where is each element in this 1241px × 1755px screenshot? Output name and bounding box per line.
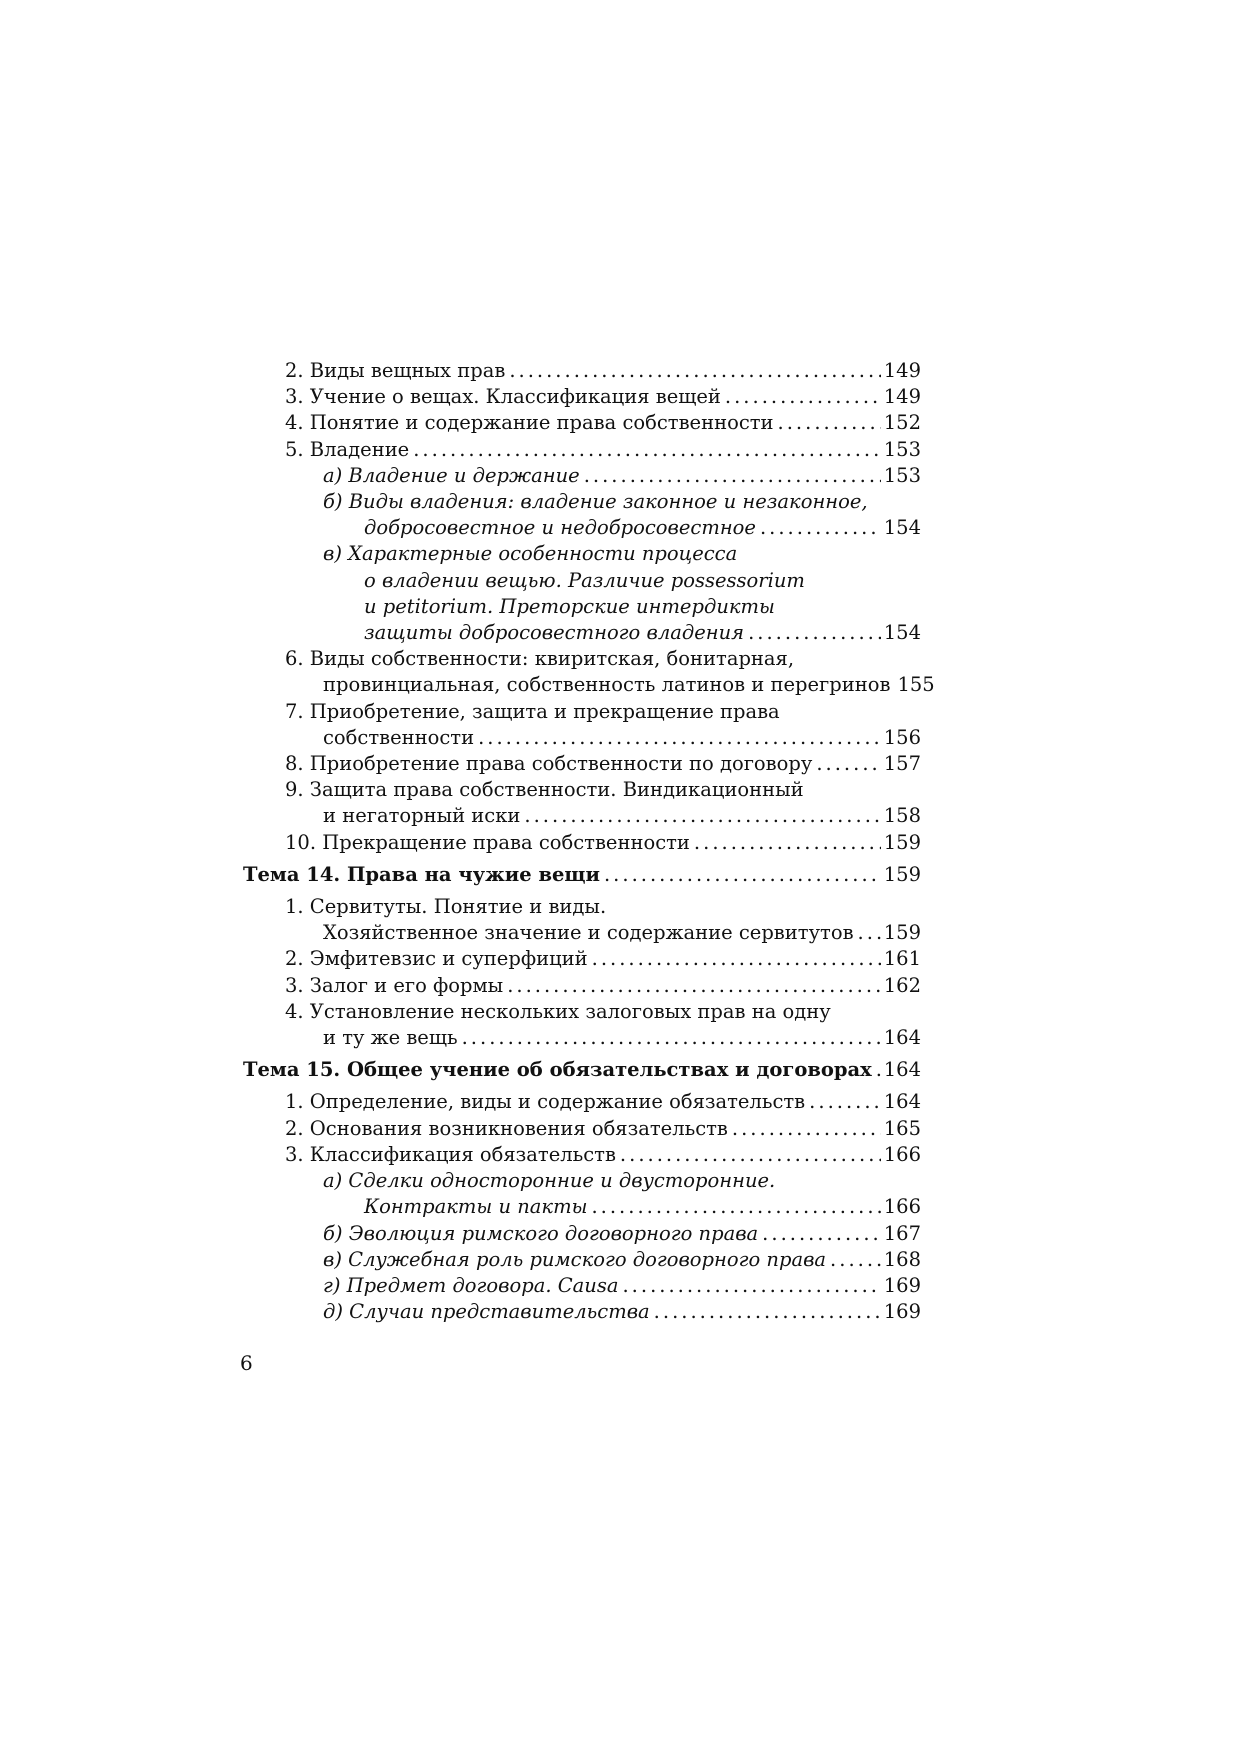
dot-leader (584, 463, 881, 489)
toc-entry (243, 830, 921, 856)
dot-leader (478, 725, 881, 751)
toc-entry (243, 946, 921, 972)
toc-entry (243, 894, 921, 946)
toc-entry (243, 646, 935, 698)
toc-entry-line (323, 1299, 921, 1325)
toc-entry-title: Хозяйственное значение и содержание сервитутов (323, 921, 854, 945)
toc-entry-title: 6. Виды собственности: квиритская, бонитарная, (285, 647, 795, 671)
toc-entry-title: 8. Приобретение права собственности по договору (285, 752, 813, 776)
toc-entry-line (285, 1025, 921, 1051)
toc-entry-title: в) Характерные особенности процесса (323, 542, 738, 566)
toc-entry (243, 541, 921, 646)
toc-entry-line (243, 862, 921, 888)
dot-leader (809, 1089, 881, 1115)
toc-entry (243, 1221, 921, 1247)
toc-page-number: 152 (883, 411, 921, 435)
toc-entry-title: и ту же вещь (323, 1026, 458, 1050)
toc-entry-title: защиты добросовестного владения (364, 621, 745, 645)
toc-entry-title: 1. Сервитуты. Понятие и виды. (285, 895, 607, 919)
toc-entry-line (323, 1168, 921, 1194)
toc-entry-line (285, 699, 921, 725)
toc-entry (243, 1168, 921, 1220)
toc-entry-title: 5. Владение (285, 437, 410, 461)
toc-page-number: 156 (883, 725, 921, 749)
dot-leader (858, 920, 881, 946)
toc-entry-title: 1. Определение, виды и содержание обязательств (285, 1090, 806, 1114)
toc-entry-line (285, 973, 921, 999)
toc-entry-title: добросовестное и недобросовестное (364, 516, 756, 540)
toc-page-number: 153 (883, 463, 921, 487)
toc-entry-title: 3. Классификация обязательств (285, 1142, 616, 1166)
toc-entry (243, 1299, 921, 1325)
toc-entry (243, 384, 921, 410)
toc-entry-line (285, 410, 921, 436)
dot-leader (509, 358, 880, 384)
dot-leader (620, 1142, 881, 1168)
toc-entry-line (285, 437, 921, 463)
toc-entry (243, 437, 921, 463)
toc-entry (243, 463, 921, 489)
dot-leader (694, 830, 881, 856)
toc-entry (243, 1247, 921, 1273)
toc-entry-title: собственности (323, 725, 475, 749)
toc-page-number: 169 (883, 1300, 921, 1324)
toc-page-number: 149 (883, 359, 921, 382)
toc-entry-title: 3. Учение о вещах. Классификация вещей (285, 385, 721, 409)
toc-page-number: 154 (883, 621, 921, 645)
dot-leader (778, 410, 881, 436)
toc-page-number: 169 (883, 1273, 921, 1297)
toc-entry-title: 2. Виды вещных прав (285, 359, 506, 382)
toc-page-number: 157 (883, 752, 921, 776)
toc-page-number: 165 (883, 1116, 921, 1140)
toc-entry-title: 4. Установление нескольких залоговых прав на одну (285, 999, 831, 1023)
toc-page-number: 158 (883, 804, 921, 828)
dot-leader (591, 1194, 880, 1220)
toc-entry-line (285, 751, 921, 777)
toc-entry-line (323, 1221, 921, 1247)
toc-entry-title: 2. Эмфитевзис и суперфиций (285, 947, 588, 971)
toc-entry-title: б) Виды владения: владение законное и незаконное, (323, 490, 868, 514)
toc-entry-line (243, 1057, 921, 1083)
toc-topic-entry (243, 1057, 921, 1083)
toc-entry (243, 999, 921, 1051)
toc-page-number: 167 (883, 1221, 921, 1245)
dot-leader (524, 803, 880, 829)
toc-entry (243, 1273, 921, 1299)
toc-entry-line (285, 920, 921, 946)
toc-entry-line (323, 463, 921, 489)
toc-topic-entry (243, 862, 921, 888)
dot-leader (462, 1025, 881, 1051)
toc-entry-line (323, 568, 921, 594)
toc-page-number: 164 (883, 1058, 921, 1082)
toc-entry-title: и негаторный иски (323, 804, 521, 828)
toc-entry-title: 3. Залог и его формы (285, 973, 504, 997)
toc-entry-line (285, 1142, 921, 1168)
toc-entry-line (285, 672, 935, 698)
toc-entry (243, 777, 921, 829)
toc-entry-title: и petitorium. Преторские интердикты (364, 594, 775, 618)
toc-entry-line (323, 1273, 921, 1299)
toc-entry-line (323, 541, 921, 567)
toc-entry-title: Тема 14. Права на чужие вещи (243, 862, 600, 886)
toc-entry-line (285, 999, 921, 1025)
toc-page-number: 161 (883, 947, 921, 971)
toc-entry-title: Тема 15. Общее учение об обязательствах и договорах (243, 1058, 872, 1082)
toc-entry (243, 358, 921, 384)
toc-entry (243, 1142, 921, 1168)
toc-entry-line (285, 946, 921, 972)
toc-entry-title: провинциальная, собственность латинов и перегринов (323, 673, 891, 697)
dot-leader (876, 1057, 881, 1083)
page-number: 6 (240, 1351, 253, 1375)
dot-leader (592, 946, 881, 972)
toc-entry (243, 751, 921, 777)
toc-entry-line (323, 1247, 921, 1273)
dot-leader (654, 1299, 881, 1325)
dot-leader (762, 1221, 881, 1247)
toc-entry-line (285, 384, 921, 410)
toc-page-number: 164 (883, 1090, 921, 1114)
toc-entry-line (323, 620, 921, 646)
toc-entry-line (285, 894, 921, 920)
toc-entry-line (285, 725, 921, 751)
toc-entry-line (285, 1116, 921, 1142)
toc-entry-line (285, 803, 921, 829)
toc-entry-title: а) Сделки односторонние и двусторонние. (323, 1169, 776, 1193)
toc-entry (243, 1116, 921, 1142)
dot-leader (760, 515, 881, 541)
table-of-contents (243, 358, 935, 1325)
toc-entry-line (285, 646, 921, 672)
toc-entry-line (285, 1089, 921, 1115)
toc-page-number: 168 (883, 1247, 921, 1271)
toc-entry (243, 699, 921, 751)
dot-leader (830, 1247, 881, 1273)
toc-entry (243, 410, 921, 436)
toc-entry-title: 10. Прекращение права собственности (285, 830, 690, 854)
toc-entry-title: 7. Приобретение, защита и прекращение права (285, 699, 780, 723)
toc-page-number: 159 (883, 830, 921, 854)
dot-leader (413, 437, 881, 463)
dot-leader (748, 620, 881, 646)
toc-entry-title: о владении вещью. Различие possessorium (364, 568, 805, 592)
toc-entry-line (285, 830, 921, 856)
toc-entry-title: в) Служебная роль римского договорного права (323, 1247, 827, 1271)
dot-leader (816, 751, 880, 777)
toc-page-number: 155 (897, 673, 935, 697)
toc-page-number: 149 (883, 385, 921, 409)
toc-page-number: 166 (883, 1195, 921, 1219)
toc-entry-title: г) Предмет договора. Causa (323, 1273, 619, 1297)
toc-entry-line (285, 777, 921, 803)
toc-entry-title: б) Эволюция римского договорного права (323, 1221, 759, 1245)
toc-page-number: 159 (883, 862, 921, 886)
toc-entry-title: Контракты и пакты (364, 1195, 588, 1219)
toc-entry (243, 1089, 921, 1115)
toc-entry-line (323, 489, 921, 515)
toc-entry-line (323, 515, 921, 541)
toc-page-number: 153 (883, 437, 921, 461)
dot-leader (725, 384, 881, 410)
toc-entry (243, 973, 921, 999)
toc-page-number: 166 (883, 1142, 921, 1166)
toc-entry-title: 9. Защита права собственности. Виндикационный (285, 778, 804, 802)
toc-page-number: 162 (883, 973, 921, 997)
toc-entry-line (323, 1194, 921, 1220)
toc-page-number: 164 (883, 1026, 921, 1050)
toc-page-number: 154 (883, 516, 921, 540)
toc-entry-line (285, 358, 921, 384)
toc-page-number: 159 (883, 921, 921, 945)
dot-leader (604, 862, 881, 888)
dot-leader (622, 1273, 880, 1299)
dot-leader (732, 1116, 881, 1142)
toc-entry (243, 489, 921, 541)
toc-entry-title: 4. Понятие и содержание права собственности (285, 411, 774, 435)
toc-entry-title: а) Владение и держание (323, 463, 580, 487)
dot-leader (507, 973, 881, 999)
toc-entry-title: 2. Основания возникновения обязательств (285, 1116, 728, 1140)
toc-entry-title: д) Случаи представительства (323, 1300, 650, 1324)
toc-entry-line (323, 594, 921, 620)
